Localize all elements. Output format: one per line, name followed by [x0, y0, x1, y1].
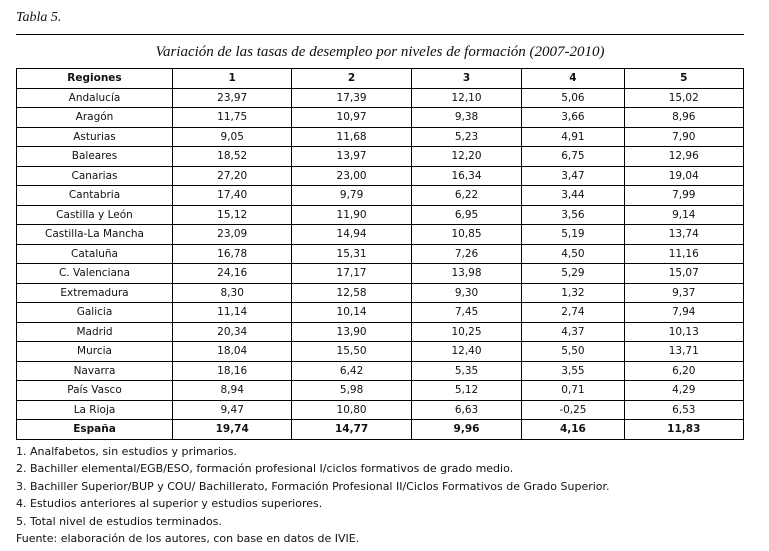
table-cell: 3,44	[522, 186, 624, 206]
table-cell: Castilla y León	[17, 205, 173, 225]
table-row	[17, 303, 744, 323]
table-row	[17, 127, 744, 147]
table-cell: 19,74	[173, 420, 292, 440]
table-cell: Aragón	[17, 108, 173, 128]
column-header: 4	[522, 69, 624, 89]
table-cell: Baleares	[17, 147, 173, 167]
table-cell: 3,55	[522, 361, 624, 381]
table-cell: C. Valenciana	[17, 264, 173, 284]
table-cell: 18,52	[173, 147, 292, 167]
table-cell: 13,74	[624, 225, 743, 245]
table-cell: 15,12	[173, 205, 292, 225]
table-cell: 5,06	[522, 88, 624, 108]
table-cell: 23,09	[173, 225, 292, 245]
table-cell: 12,40	[411, 342, 521, 362]
table-title: Variación de las tasas de desempleo por niveles de formación (2007-2010)	[155, 44, 605, 60]
table-row	[17, 283, 744, 303]
table-cell: 19,04	[624, 166, 743, 186]
table-cell: 13,97	[292, 147, 411, 167]
table-row	[17, 225, 744, 245]
table-cell: 9,37	[624, 283, 743, 303]
table-cell: 0,71	[522, 381, 624, 401]
table-cell: 13,98	[411, 264, 521, 284]
table-cell: 9,05	[173, 127, 292, 147]
table-cell: 16,34	[411, 166, 521, 186]
table-cell: 13,90	[292, 322, 411, 342]
table-cell: 6,53	[624, 400, 743, 420]
table-row	[17, 186, 744, 206]
table-cell: 12,20	[411, 147, 521, 167]
footnote: 2. Bachiller elemental/EGB/ESO, formación profesional I/ciclos formativos de grado medio.	[16, 462, 514, 476]
table-cell: 4,91	[522, 127, 624, 147]
table-row	[17, 205, 744, 225]
table-cell: 5,23	[411, 127, 521, 147]
table-cell: 6,42	[292, 361, 411, 381]
table-cell: 11,68	[292, 127, 411, 147]
table-cell: 4,37	[522, 322, 624, 342]
table-cell: 15,50	[292, 342, 411, 362]
table-cell: 14,77	[292, 420, 411, 440]
table-cell: 7,99	[624, 186, 743, 206]
table-cell: 23,97	[173, 88, 292, 108]
table-row	[17, 244, 744, 264]
top-rule	[16, 34, 744, 35]
table-cell: 5,29	[522, 264, 624, 284]
table-cell: 15,02	[624, 88, 743, 108]
table-cell: 7,90	[624, 127, 743, 147]
table-cell: 9,30	[411, 283, 521, 303]
table-cell: Andalucía	[17, 88, 173, 108]
table-cell: 10,85	[411, 225, 521, 245]
table-cell: 12,58	[292, 283, 411, 303]
footnote: 3. Bachiller Superior/BUP y COU/ Bachillerato, Formación Profesional II/Ciclos Formativos de Grado Superior.	[16, 479, 610, 493]
table-cell: 11,75	[173, 108, 292, 128]
column-header: 2	[292, 69, 411, 89]
table-cell: España	[17, 420, 173, 440]
table-row	[17, 108, 744, 128]
table-cell: 11,16	[624, 244, 743, 264]
table-cell: 5,35	[411, 361, 521, 381]
table-cell: 27,20	[173, 166, 292, 186]
table-cell: 4,50	[522, 244, 624, 264]
table-cell: 6,20	[624, 361, 743, 381]
table-cell: 11,90	[292, 205, 411, 225]
footnote: 4. Estudios anteriores al superior y estudios superiores.	[16, 497, 323, 511]
table-cell: 8,96	[624, 108, 743, 128]
column-header: 5	[624, 69, 743, 89]
table-cell: 5,50	[522, 342, 624, 362]
table-cell: 10,13	[624, 322, 743, 342]
table-cell: 9,96	[411, 420, 521, 440]
table-cell: Navarra	[17, 361, 173, 381]
table-cell: 1,32	[522, 283, 624, 303]
table-cell: 5,19	[522, 225, 624, 245]
table-cell: 6,63	[411, 400, 521, 420]
table-cell: 17,40	[173, 186, 292, 206]
table-cell: 6,95	[411, 205, 521, 225]
table-row	[17, 400, 744, 420]
table-cell: Asturias	[17, 127, 173, 147]
footnotes	[16, 443, 610, 547]
table-cell: 18,04	[173, 342, 292, 362]
table-cell: 12,96	[624, 147, 743, 167]
table-cell: 24,16	[173, 264, 292, 284]
column-header: 3	[411, 69, 521, 89]
table-cell: 9,79	[292, 186, 411, 206]
table-cell: Galicia	[17, 303, 173, 323]
table-row	[17, 361, 744, 381]
table-cell: 6,75	[522, 147, 624, 167]
table-cell: Cantabria	[17, 186, 173, 206]
table-cell: Extremadura	[17, 283, 173, 303]
table-cell: 3,47	[522, 166, 624, 186]
table-cell: 9,38	[411, 108, 521, 128]
footnote: 1. Analfabetos, sin estudios y primarios.	[16, 445, 238, 458]
table-cell: 7,26	[411, 244, 521, 264]
table-row	[17, 342, 744, 362]
table-cell: 7,45	[411, 303, 521, 323]
table-cell: 10,25	[411, 322, 521, 342]
table-row	[17, 264, 744, 284]
table-cell: 3,56	[522, 205, 624, 225]
table-row	[17, 166, 744, 186]
table-cell: 9,14	[624, 205, 743, 225]
table-cell: 2,74	[522, 303, 624, 323]
table-cell: -0,25	[522, 400, 624, 420]
table-cell: 10,97	[292, 108, 411, 128]
table-cell: Cataluña	[17, 244, 173, 264]
table-cell: 8,30	[173, 283, 292, 303]
table-cell: 6,22	[411, 186, 521, 206]
table-cell: 14,94	[292, 225, 411, 245]
table-cell: 11,83	[624, 420, 743, 440]
table-cell: 10,80	[292, 400, 411, 420]
table-row	[17, 147, 744, 167]
source-note: Fuente: elaboración de los autores, con base en datos de IVIE.	[16, 532, 360, 546]
footnote: 5. Total nivel de estudios terminados.	[16, 514, 222, 528]
table-cell: 16,78	[173, 244, 292, 264]
table-cell: Murcia	[17, 342, 173, 362]
table-cell: País Vasco	[17, 381, 173, 401]
table-cell: 17,39	[292, 88, 411, 108]
table-cell: 23,00	[292, 166, 411, 186]
table-body	[17, 88, 744, 439]
table-cell: 15,07	[624, 264, 743, 284]
table-cell: 12,10	[411, 88, 521, 108]
table-cell: 5,98	[292, 381, 411, 401]
table-cell: 15,31	[292, 244, 411, 264]
table-cell: La Rioja	[17, 400, 173, 420]
table-cell: 5,12	[411, 381, 521, 401]
table-cell: 17,17	[292, 264, 411, 284]
table-cell: 11,14	[173, 303, 292, 323]
table-cell: 4,16	[522, 420, 624, 440]
column-header: Regiones	[17, 69, 173, 89]
unemployment-table	[16, 68, 744, 440]
table-cell: 20,34	[173, 322, 292, 342]
table-row	[17, 322, 744, 342]
table-cell: Madrid	[17, 322, 173, 342]
header-row	[17, 69, 744, 89]
table-label: Tabla 5.	[16, 10, 62, 25]
total-row	[17, 420, 744, 440]
table-cell: 13,71	[624, 342, 743, 362]
table-cell: 9,47	[173, 400, 292, 420]
table-cell: Canarias	[17, 166, 173, 186]
table-row	[17, 88, 744, 108]
table-cell: 18,16	[173, 361, 292, 381]
table-cell: 4,29	[624, 381, 743, 401]
table-cell: 10,14	[292, 303, 411, 323]
table-cell: Castilla-La Mancha	[17, 225, 173, 245]
table-cell: 3,66	[522, 108, 624, 128]
table-cell: 8,94	[173, 381, 292, 401]
table-row	[17, 381, 744, 401]
column-header: 1	[173, 69, 292, 89]
table-cell: 7,94	[624, 303, 743, 323]
